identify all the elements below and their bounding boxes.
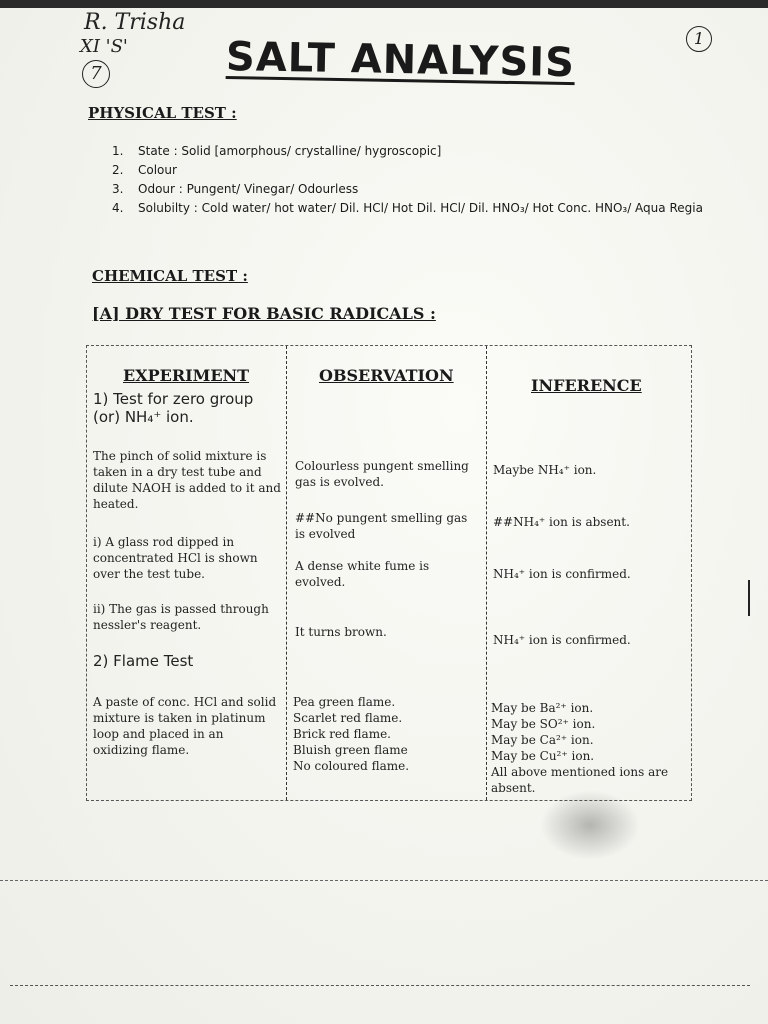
flame-inference: May be Ba²⁺ ion.: [491, 701, 594, 715]
list-item: 1. State : Solid [amorphous/ crystalline/ hygroscopic]: [112, 144, 442, 158]
flame-observation: Bluish green flame: [293, 743, 408, 757]
flame-observation: Pea green flame.: [293, 695, 396, 709]
flame-inference: All above mentioned ions are absent.: [491, 765, 669, 795]
page-number: 1: [686, 26, 712, 52]
row2-inference: ##NH₄⁺ ion is absent.: [493, 515, 630, 529]
flame-observation: No coloured flame.: [293, 759, 410, 773]
ink-smudge: [540, 790, 640, 860]
row4-experiment: ii) The gas is passed through nessler's reagent.: [93, 602, 269, 632]
list-item: 2. Colour: [112, 163, 177, 177]
row1-observation: Colourless pungent smelling gas is evolved.: [295, 459, 469, 489]
flame-inference: May be Cu²⁺ ion.: [491, 749, 595, 763]
flame-observation: Scarlet red flame.: [293, 711, 403, 725]
physical-test-heading: PHYSICAL TEST :: [88, 104, 237, 122]
dry-test-heading: [A] DRY TEST FOR BASIC RADICALS :: [92, 304, 436, 323]
page-rule: [0, 880, 768, 881]
handwritten-roll-number: 7: [82, 60, 110, 88]
zero-group-title: 1) Test for zero group (or) NH₄⁺ ion.: [93, 390, 254, 426]
row3-observation: A dense white fume is evolved.: [295, 559, 430, 589]
page-title: SALT ANALYSIS: [225, 34, 576, 87]
list-item: 4. Solubilty : Cold water/ hot water/ Dil. HCl/ Hot Dil. HCl/ Dil. HNO₃/ Hot Conc. HNO₃/ Aqua Regia: [112, 201, 703, 215]
page-rule: [10, 985, 750, 986]
flame-inference: May be SO²⁺ ion.: [491, 717, 596, 731]
flame-inferences: [491, 700, 687, 796]
analysis-table: [86, 345, 692, 801]
column-divider: [286, 346, 287, 800]
flame-observation: Brick red flame.: [293, 727, 391, 741]
handwritten-class: XI 'S': [80, 36, 128, 57]
header-experiment: EXPERIMENT: [123, 366, 250, 385]
row1-experiment: The pinch of solid mixture is taken in a dry test tube and dilute NAOH is added to it and heated.: [93, 449, 281, 511]
scan-top-edge: [0, 0, 768, 8]
row3-inference: NH₄⁺ ion is confirmed.: [493, 567, 631, 581]
row2-observation: ##No pungent smelling gas is evolved: [295, 511, 468, 541]
row3-experiment: i) A glass rod dipped in concentrated HCl is shown over the test tube.: [93, 535, 258, 581]
flame-test-title: 2) Flame Test: [93, 652, 194, 670]
flame-experiment: A paste of conc. HCl and solid mixture is taken in platinum loop and placed in an oxidizing flame.: [93, 695, 277, 757]
list-item: 3. Odour : Pungent/ Vinegar/ Odourless: [112, 182, 359, 196]
row4-observation: It turns brown.: [295, 625, 387, 639]
header-inference: INFERENCE: [531, 376, 642, 395]
column-divider: [486, 346, 487, 800]
row1-inference: Maybe NH₄⁺ ion.: [493, 463, 597, 477]
flame-observations: [293, 694, 479, 774]
row4-inference: NH₄⁺ ion is confirmed.: [493, 633, 631, 647]
margin-pen-mark: [748, 580, 750, 616]
flame-inference: May be Ca²⁺ ion.: [491, 733, 594, 747]
handwritten-student-name: R. Trisha: [84, 10, 186, 35]
header-observation: OBSERVATION: [319, 366, 454, 385]
chemical-test-heading: CHEMICAL TEST :: [92, 267, 248, 285]
physical-test-list: [112, 142, 712, 218]
